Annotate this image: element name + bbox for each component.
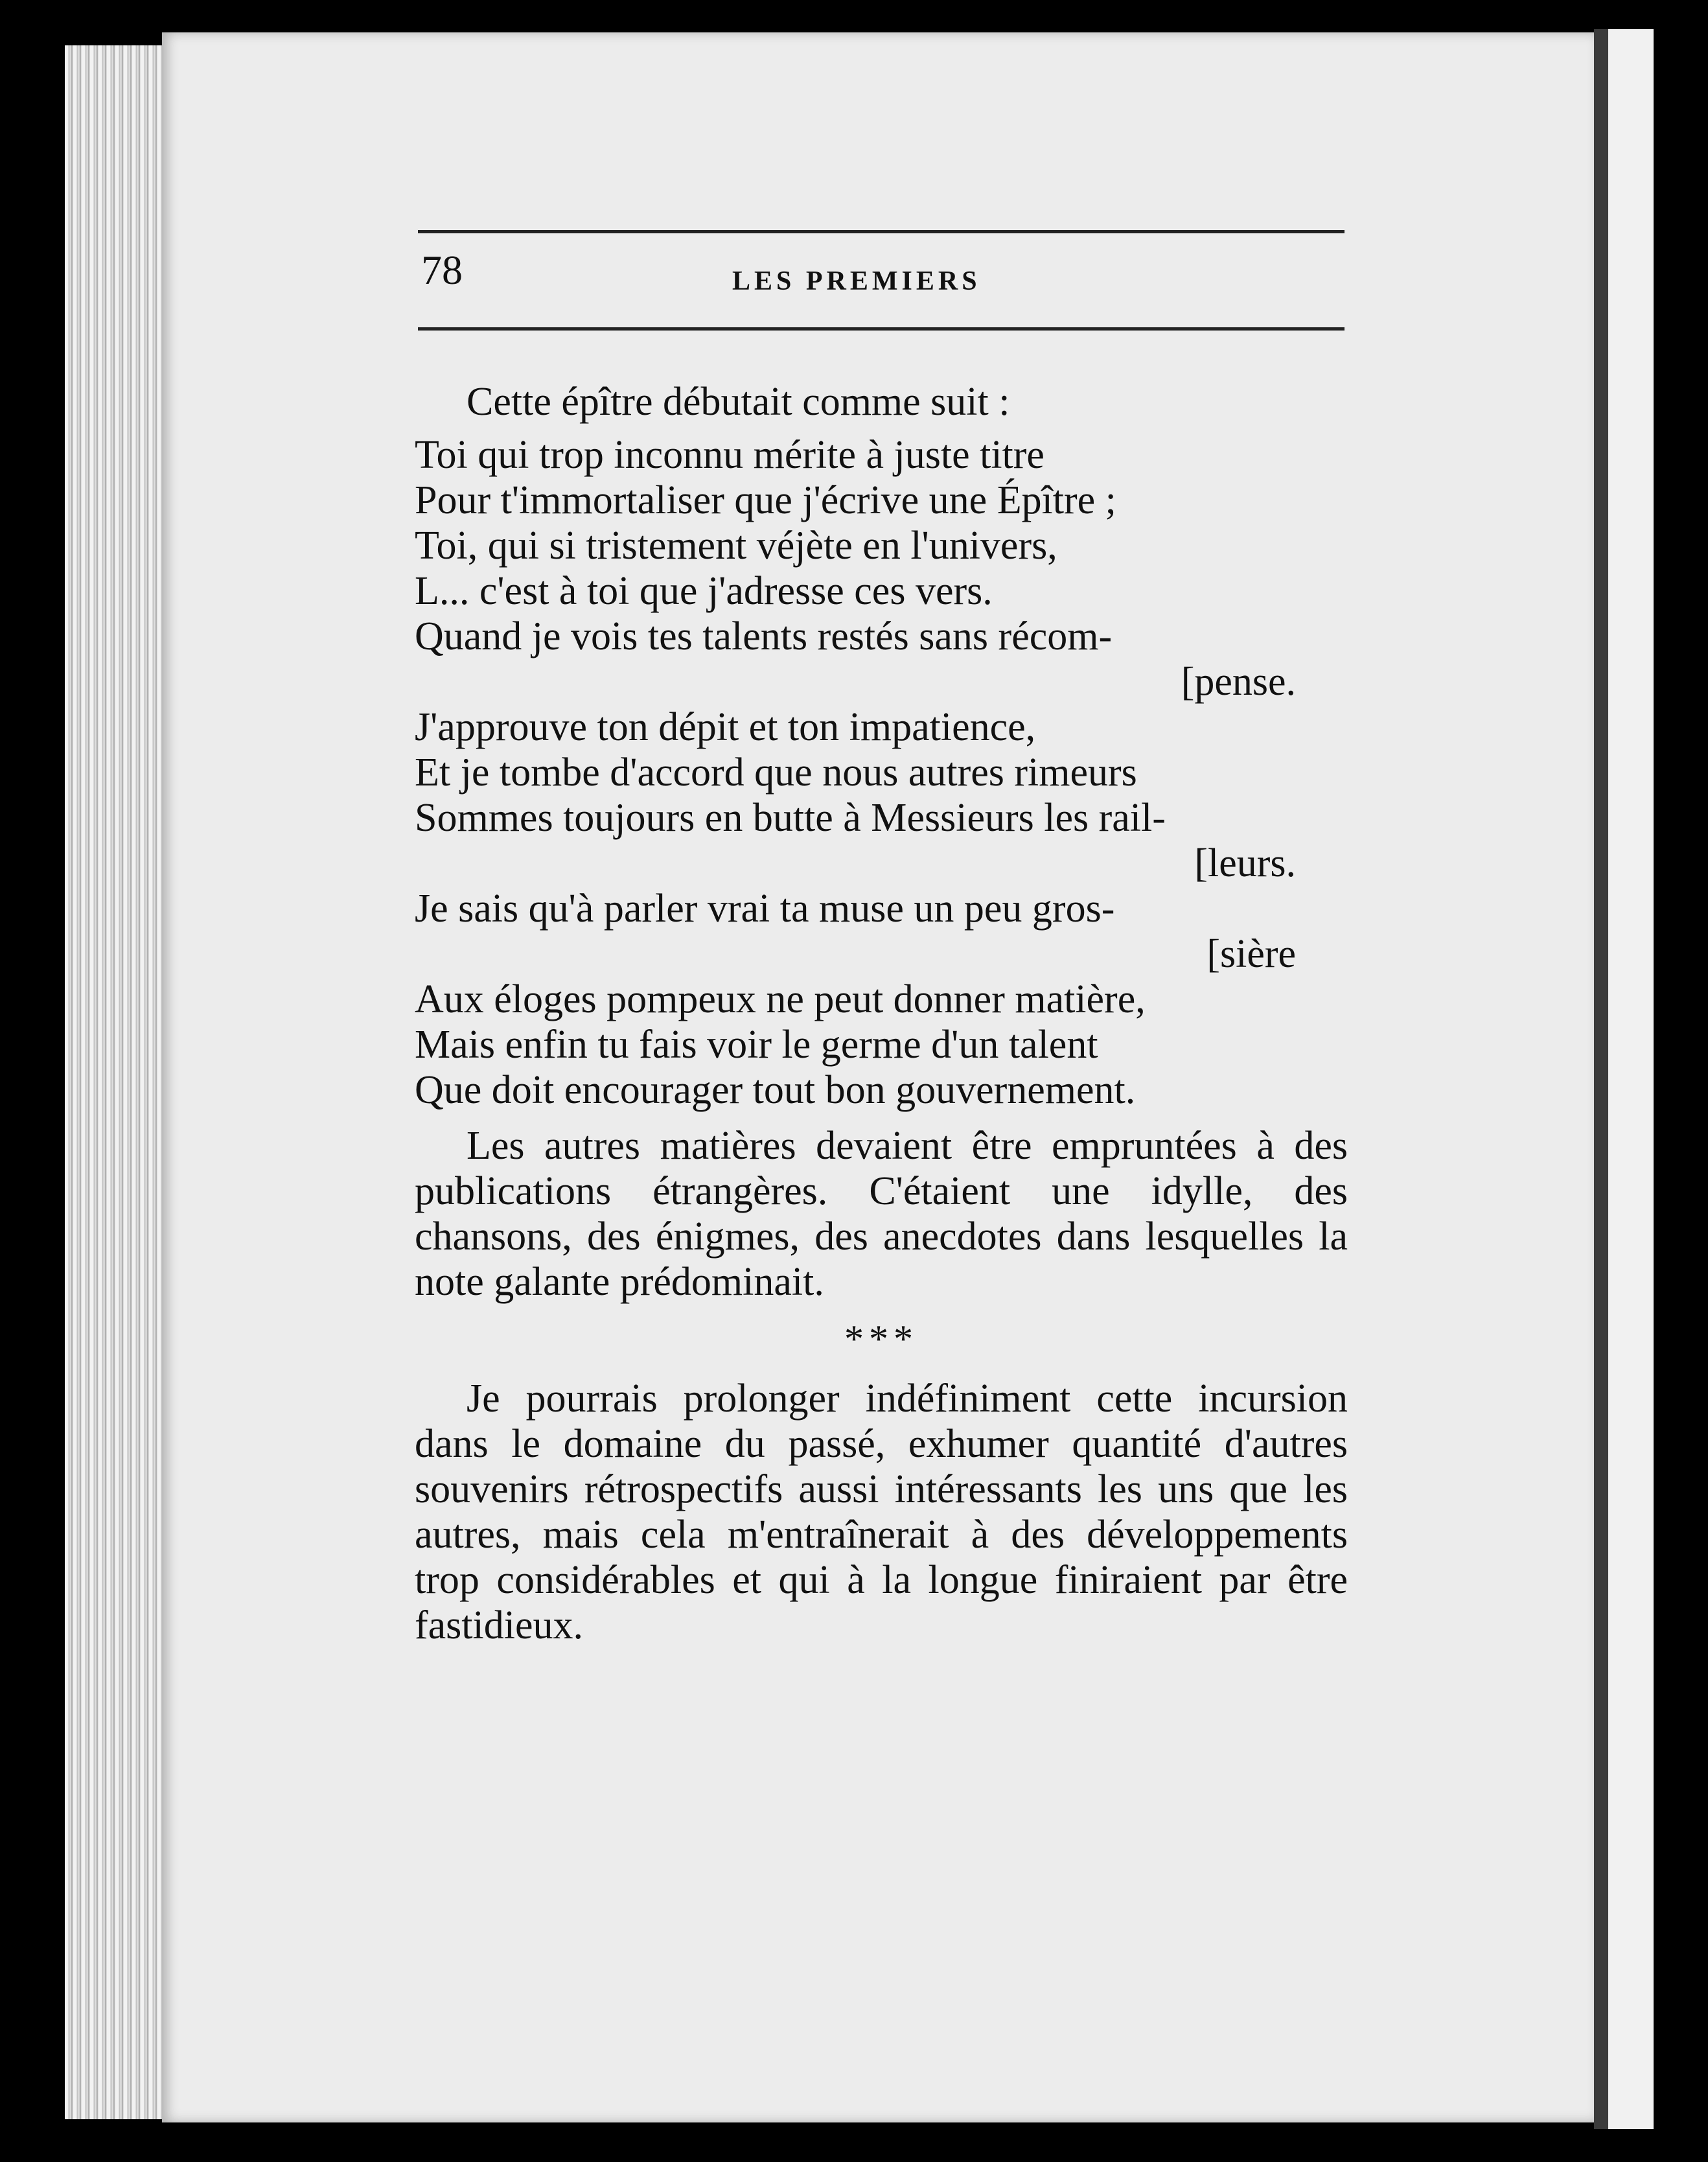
verse-line: Pour t'immortaliser que j'écrive une Épître ; bbox=[415, 478, 1116, 522]
verse-line: Que doit encourager tout bon gouvernement. bbox=[415, 1068, 1136, 1112]
verse-line: Aux éloges pompeux ne peut donner matière, bbox=[415, 977, 1146, 1021]
verse-continuation: [sière bbox=[1206, 932, 1296, 976]
verse-block bbox=[415, 432, 1348, 1113]
intro-line: Cette épître débutait comme suit : bbox=[467, 380, 1010, 424]
verse-line: Mais enfin tu fais voir le germe d'un talent bbox=[415, 1023, 1098, 1067]
verse-line: Toi qui trop inconnu mérite à juste titre bbox=[415, 433, 1044, 477]
verse-continuation: [leurs. bbox=[1194, 841, 1296, 885]
verse-line: L... c'est à toi que j'adresse ces vers. bbox=[415, 569, 993, 613]
verse-line: Je sais qu'à parler vrai ta muse un peu gros- bbox=[415, 887, 1115, 931]
facing-page-edge bbox=[1594, 29, 1654, 2129]
verse-line: Sommes toujours en butte à Messieurs les rail- bbox=[415, 796, 1166, 840]
page-edges bbox=[65, 45, 168, 2119]
header-rule-bottom bbox=[418, 327, 1344, 331]
header-rule-top bbox=[418, 230, 1344, 233]
body-text bbox=[415, 379, 1348, 1648]
page-number: 78 bbox=[421, 247, 463, 293]
section-asterism: *** bbox=[844, 1318, 918, 1360]
paragraph: Je pourrais prolonger indéfiniment cette incursion dans le domaine du passé, exhumer quantité d'autres souvenirs rétrospectifs aussi intéressants les uns que les autres, mais cela m'entraînerait à des développements trop considérables et qui à la longue finiraient par être fastidieux. bbox=[415, 1377, 1348, 1647]
verse-line: J'approuve ton dépit et ton impatience, bbox=[415, 705, 1036, 749]
running-title: LES PREMIERS bbox=[732, 266, 981, 296]
verse-line: Toi, qui si tristement véjète en l'univers, bbox=[415, 524, 1057, 568]
verse-continuation: [pense. bbox=[1181, 660, 1296, 704]
verse-line: Et je tombe d'accord que nous autres rimeurs bbox=[415, 750, 1137, 795]
paragraph: Les autres matières devaient être empruntées à des publications étrangères. C'étaient une idylle, des chansons, des énigmes, des anecdotes dans lesquelles la note galante prédominait. bbox=[415, 1124, 1348, 1304]
verse-line: Quand je vois tes talents restés sans récom- bbox=[415, 614, 1113, 658]
